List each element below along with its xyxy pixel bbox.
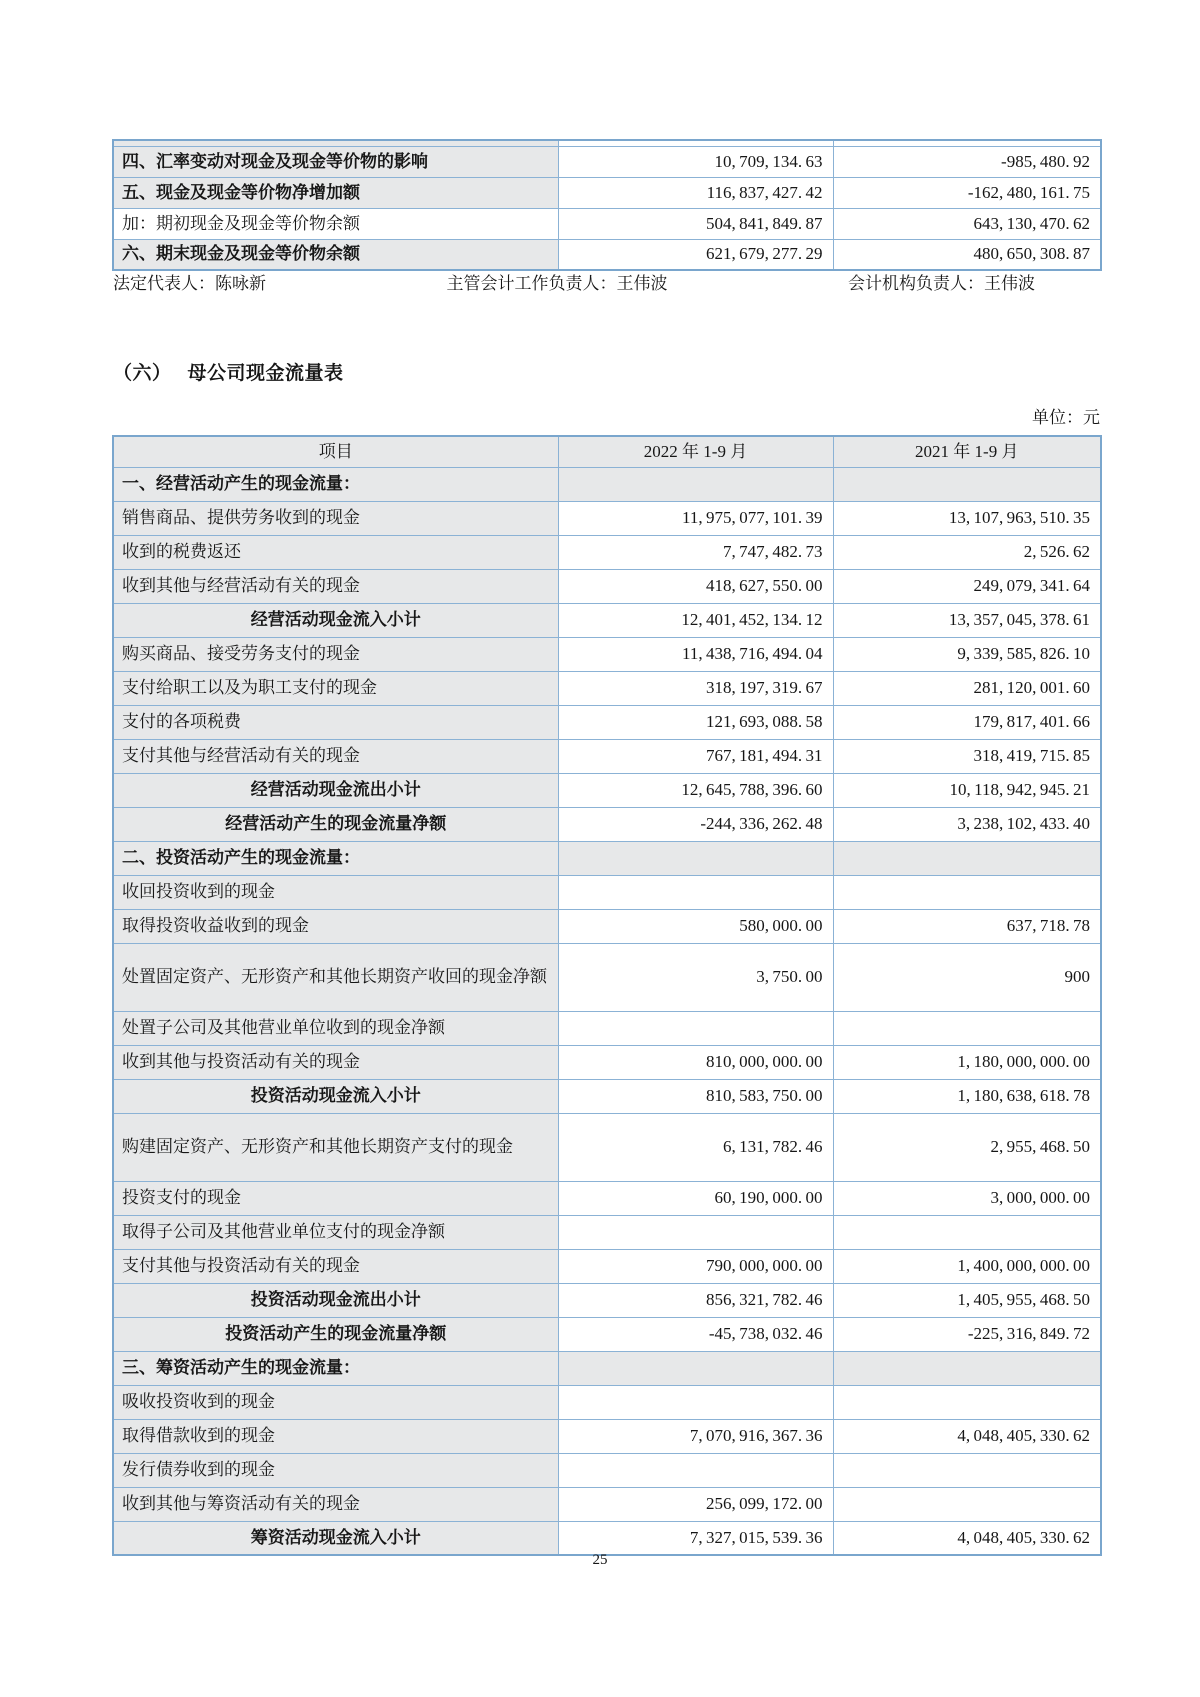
row-value-2021 xyxy=(833,875,1101,909)
row-label-cell: 处置子公司及其他营业单位收到的现金净额 xyxy=(113,1011,558,1045)
page-number: 25 xyxy=(592,1552,608,1568)
row-value-2021: 10, 118, 942, 945. 21 xyxy=(833,773,1101,807)
table-row xyxy=(113,1011,1101,1045)
row-value-2021: 3, 000, 000. 00 xyxy=(833,1181,1101,1215)
section-title: 母公司现金流量表 xyxy=(187,363,344,384)
row-value-2022: 418, 627, 550. 00 xyxy=(558,569,833,603)
row-label-cell: 投资活动产生的现金流量净额 xyxy=(113,1317,558,1351)
table-row xyxy=(113,501,1101,535)
table-row xyxy=(113,909,1101,943)
table-row xyxy=(113,1249,1101,1283)
row-value-2022: 810, 583, 750. 00 xyxy=(558,1079,833,1113)
table-row xyxy=(113,1385,1101,1419)
row-value-2021: 900 xyxy=(833,943,1101,1011)
table-row xyxy=(113,1351,1101,1385)
row-value-2022: -45, 738, 032. 46 xyxy=(558,1317,833,1351)
row-value-2022: 7, 070, 916, 367. 36 xyxy=(558,1419,833,1453)
table-row xyxy=(113,146,1101,177)
main-table-body xyxy=(113,467,1101,1555)
row-label-cell: 支付给职工以及为职工支付的现金 xyxy=(113,671,558,705)
row-value-2021: 1, 180, 000, 000. 00 xyxy=(833,1045,1101,1079)
row-label-cell: 取得子公司及其他营业单位支付的现金净额 xyxy=(113,1215,558,1249)
row-value-2021: 13, 107, 963, 510. 35 xyxy=(833,501,1101,535)
row-value-2021: -162, 480, 161. 75 xyxy=(833,177,1101,208)
row-value-2021: 2, 526. 62 xyxy=(833,535,1101,569)
row-value-2021: 1, 400, 000, 000. 00 xyxy=(833,1249,1101,1283)
consolidated-cashflow-table-clipped xyxy=(112,139,1102,271)
row-value-2022: 7, 747, 482. 73 xyxy=(558,535,833,569)
table-row xyxy=(113,1113,1101,1181)
row-value-2021: 4, 048, 405, 330. 62 xyxy=(833,1419,1101,1453)
row-value-2021: 643, 130, 470. 62 xyxy=(833,208,1101,239)
header-2022: 2022 年 1-9 月 xyxy=(558,436,833,467)
row-value-2022 xyxy=(558,1215,833,1249)
row-label-cell: 发行债券收到的现金 xyxy=(113,1453,558,1487)
row-label-cell: 筹资活动现金流入小计 xyxy=(113,1521,558,1555)
row-value-2022 xyxy=(558,467,833,501)
header-item: 项目 xyxy=(113,436,558,467)
table-row xyxy=(113,637,1101,671)
row-label-cell: 支付其他与经营活动有关的现金 xyxy=(113,739,558,773)
row-value-2021 xyxy=(833,1351,1101,1385)
row-value-2021 xyxy=(833,1011,1101,1045)
row-value-2021 xyxy=(833,1453,1101,1487)
row-value-2022: 621, 679, 277. 29 xyxy=(558,239,833,270)
row-label-cell: 经营活动产生的现金流量净额 xyxy=(113,807,558,841)
row-value-2021: 4, 048, 405, 330. 62 xyxy=(833,1521,1101,1555)
row-value-2022 xyxy=(558,1385,833,1419)
top-table-body xyxy=(113,140,1101,270)
row-value-2021: 13, 357, 045, 378. 61 xyxy=(833,603,1101,637)
table-row xyxy=(113,603,1101,637)
row-value-2021: 281, 120, 001. 60 xyxy=(833,671,1101,705)
table-row xyxy=(113,177,1101,208)
row-value-2021 xyxy=(833,1215,1101,1249)
row-value-2022: 767, 181, 494. 31 xyxy=(558,739,833,773)
row-label-cell: 加：期初现金及现金等价物余额 xyxy=(113,208,558,239)
row-value-2021: 9, 339, 585, 826. 10 xyxy=(833,637,1101,671)
row-value-2022: 60, 190, 000. 00 xyxy=(558,1181,833,1215)
row-value-2021: 1, 180, 638, 618. 78 xyxy=(833,1079,1101,1113)
table-row xyxy=(113,739,1101,773)
row-value-2021: 2, 955, 468. 50 xyxy=(833,1113,1101,1181)
row-value-2022: 318, 197, 319. 67 xyxy=(558,671,833,705)
row-value-2021 xyxy=(833,1487,1101,1521)
table-row xyxy=(113,467,1101,501)
row-value-2021 xyxy=(833,467,1101,501)
row-value-2022: 6, 131, 782. 46 xyxy=(558,1113,833,1181)
row-value-2021 xyxy=(833,1385,1101,1419)
row-label-cell: 收回投资收到的现金 xyxy=(113,875,558,909)
row-label-cell: 投资支付的现金 xyxy=(113,1181,558,1215)
header-row xyxy=(113,436,1101,467)
row-label-cell: 一、经营活动产生的现金流量： xyxy=(113,467,558,501)
row-value-2022: 12, 645, 788, 396. 60 xyxy=(558,773,833,807)
row-value-2022: 810, 000, 000. 00 xyxy=(558,1045,833,1079)
row-label-cell: 收到的税费返还 xyxy=(113,535,558,569)
row-value-2021: 318, 419, 715. 85 xyxy=(833,739,1101,773)
table-row xyxy=(113,841,1101,875)
legal-representative-label: 法定代表人：陈咏新 xyxy=(113,274,266,293)
row-label-cell: 投资活动现金流出小计 xyxy=(113,1283,558,1317)
row-label-cell: 五、现金及现金等价物净增加额 xyxy=(113,177,558,208)
row-value-2022 xyxy=(558,1351,833,1385)
section-number: （六） xyxy=(113,363,172,384)
table-row xyxy=(113,943,1101,1011)
row-label-cell: 取得借款收到的现金 xyxy=(113,1419,558,1453)
row-value-2021: 1, 405, 955, 468. 50 xyxy=(833,1283,1101,1317)
row-label-cell: 购买商品、接受劳务支付的现金 xyxy=(113,637,558,671)
row-label-cell: 三、筹资活动产生的现金流量： xyxy=(113,1351,558,1385)
row-value-2022: 580, 000. 00 xyxy=(558,909,833,943)
row-label-cell: 收到其他与投资活动有关的现金 xyxy=(113,1045,558,1079)
unit-note: 单位：元 xyxy=(1032,408,1100,427)
row-value-2022: 116, 837, 427. 42 xyxy=(558,177,833,208)
row-value-2022: 11, 975, 077, 101. 39 xyxy=(558,501,833,535)
table-row xyxy=(113,1317,1101,1351)
row-label-cell: 购建固定资产、无形资产和其他长期资产支付的现金 xyxy=(113,1113,558,1181)
row-value-2021: 249, 079, 341. 64 xyxy=(833,569,1101,603)
accounting-org-head-label: 会计机构负责人：王伟波 xyxy=(848,274,1035,293)
table-row xyxy=(113,1521,1101,1555)
table-row xyxy=(113,208,1101,239)
row-value-2021: 480, 650, 308. 87 xyxy=(833,239,1101,270)
header-2021: 2021 年 1-9 月 xyxy=(833,436,1101,467)
row-label-cell: 支付的各项税费 xyxy=(113,705,558,739)
table-row xyxy=(113,1079,1101,1113)
row-value-2022: 12, 401, 452, 134. 12 xyxy=(558,603,833,637)
row-label-cell: 收到其他与筹资活动有关的现金 xyxy=(113,1487,558,1521)
table-row xyxy=(113,1419,1101,1453)
row-label-cell: 销售商品、提供劳务收到的现金 xyxy=(113,501,558,535)
row-value-2022: 11, 438, 716, 494. 04 xyxy=(558,637,833,671)
row-label-cell: 六、期末现金及现金等价物余额 xyxy=(113,239,558,270)
table-row xyxy=(113,1487,1101,1521)
table-row xyxy=(113,535,1101,569)
row-value-2022: -244, 336, 262. 48 xyxy=(558,807,833,841)
row-value-2022: 856, 321, 782. 46 xyxy=(558,1283,833,1317)
row-label-cell: 处置固定资产、无形资产和其他长期资产收回的现金净额 xyxy=(113,943,558,1011)
row-value-2021: -225, 316, 849. 72 xyxy=(833,1317,1101,1351)
row-value-2022 xyxy=(558,1453,833,1487)
row-value-2021: 637, 718. 78 xyxy=(833,909,1101,943)
table-row xyxy=(113,1045,1101,1079)
table-row xyxy=(113,1181,1101,1215)
section-heading xyxy=(113,358,344,385)
row-value-2021: 179, 817, 401. 66 xyxy=(833,705,1101,739)
row-value-2022 xyxy=(558,1011,833,1045)
row-value-2022: 121, 693, 088. 58 xyxy=(558,705,833,739)
row-label-cell: 四、汇率变动对现金及现金等价物的影响 xyxy=(113,146,558,177)
row-value-2022 xyxy=(558,875,833,909)
signature-line xyxy=(113,269,1035,294)
row-label-cell: 支付其他与投资活动有关的现金 xyxy=(113,1249,558,1283)
table-row xyxy=(113,875,1101,909)
row-value-2021 xyxy=(833,841,1101,875)
row-label-cell: 取得投资收益收到的现金 xyxy=(113,909,558,943)
row-value-2022: 10, 709, 134. 63 xyxy=(558,146,833,177)
row-value-2022: 790, 000, 000. 00 xyxy=(558,1249,833,1283)
table-row xyxy=(113,705,1101,739)
table-row xyxy=(113,239,1101,270)
parent-company-cashflow-table xyxy=(112,435,1102,1556)
row-value-2022: 7, 327, 015, 539. 36 xyxy=(558,1521,833,1555)
row-label-cell: 经营活动现金流出小计 xyxy=(113,773,558,807)
table-row xyxy=(113,1453,1101,1487)
table-row xyxy=(113,671,1101,705)
table-row xyxy=(113,1283,1101,1317)
table-row xyxy=(113,807,1101,841)
row-label-cell: 二、投资活动产生的现金流量： xyxy=(113,841,558,875)
row-label-cell: 吸收投资收到的现金 xyxy=(113,1385,558,1419)
table-row xyxy=(113,1215,1101,1249)
chief-accounting-officer-label: 主管会计工作负责人：王伟波 xyxy=(446,274,668,293)
row-label-cell: 投资活动现金流入小计 xyxy=(113,1079,558,1113)
row-label-cell: 经营活动现金流入小计 xyxy=(113,603,558,637)
table-row xyxy=(113,773,1101,807)
table-row xyxy=(113,569,1101,603)
row-value-2022: 3, 750. 00 xyxy=(558,943,833,1011)
row-value-2022: 256, 099, 172. 00 xyxy=(558,1487,833,1521)
row-label-cell: 收到其他与经营活动有关的现金 xyxy=(113,569,558,603)
row-value-2022 xyxy=(558,841,833,875)
row-value-2022: 504, 841, 849. 87 xyxy=(558,208,833,239)
row-value-2021: 3, 238, 102, 433. 40 xyxy=(833,807,1101,841)
row-value-2021: -985, 480. 92 xyxy=(833,146,1101,177)
